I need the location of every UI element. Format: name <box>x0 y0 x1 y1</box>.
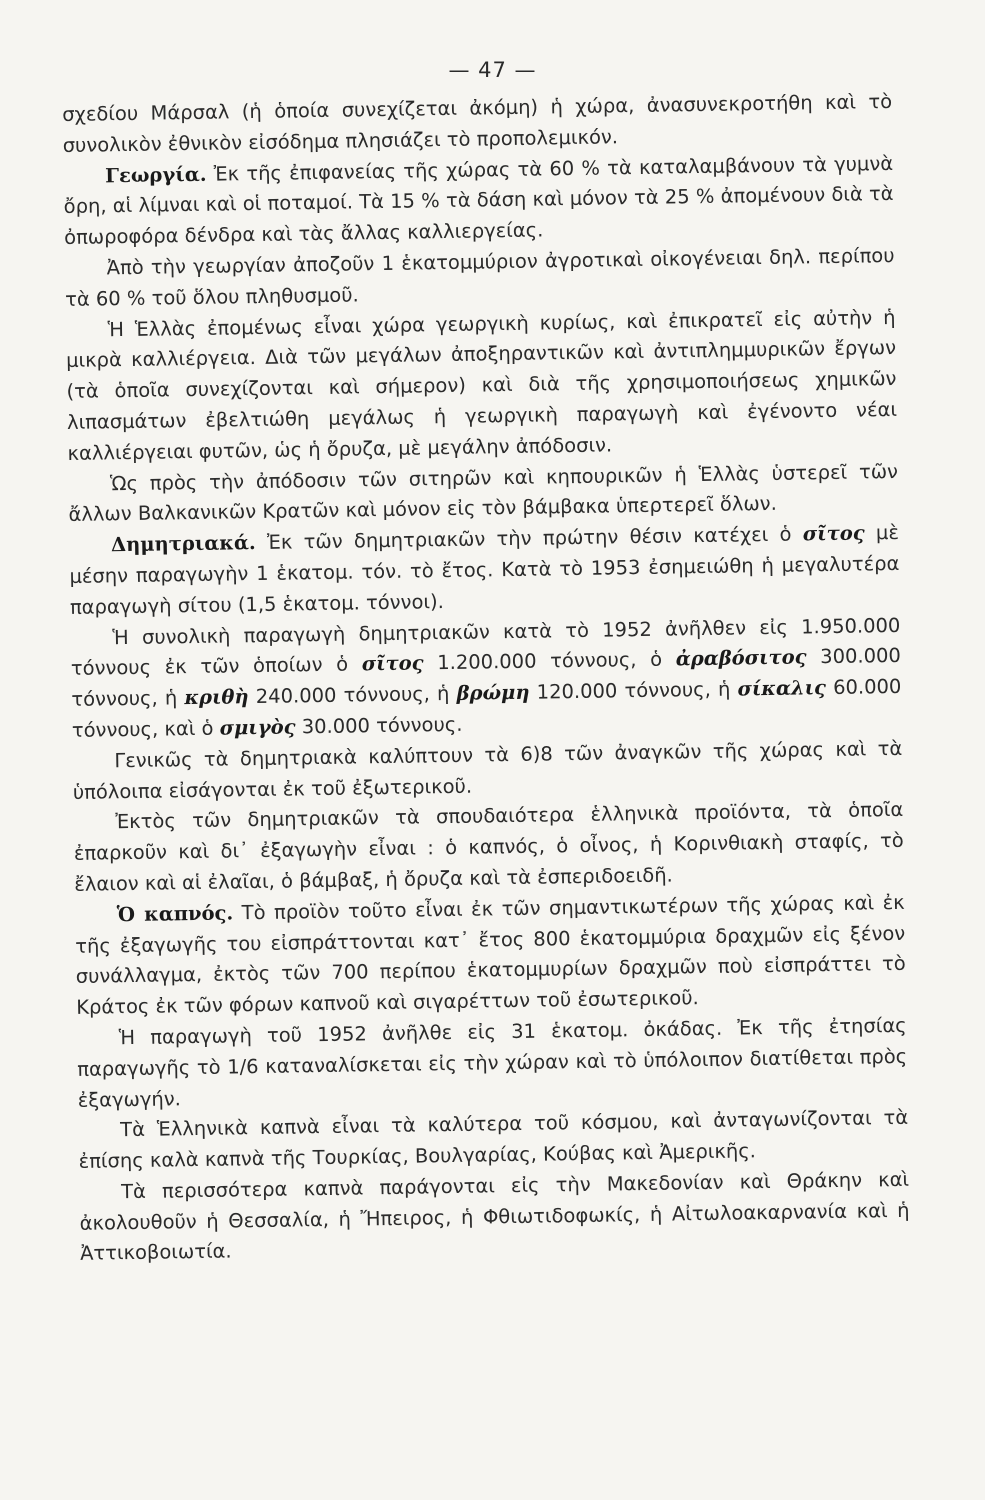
paragraph-agriculture <box>63 149 894 254</box>
section-heading-cereals: Δημητριακά. <box>110 531 256 557</box>
page-number: — 47 — <box>448 58 537 82</box>
paragraph-text: μὲ μέσην παραγωγὴν 1 ἑκατομ. τόν. τὸ ἔτος. Κατὰ τὸ 1953 ἐσημειώθη ἡ μεγαλυτέρα παραγωγὴ σίτου (1,5 ἑκατομ. τόννοι). <box>69 521 900 619</box>
paragraph-greece-agricultural <box>65 303 897 470</box>
paragraph-text: Ἐκτὸς τῶν δημητριακῶν τὰ σπουδαιότερα ἑλληνικὰ προϊόντα, τὰ ὁποῖα ἐπαρκοῦν καὶ δι᾽ ἐξαγωγὴν εἶναι : ὁ καπνός, ὁ οἶνος, ἡ Κορινθιακὴ σταφίς, τὸ ἔλαιον καὶ αἱ ἐλαῖαι, ὁ βάμβαξ, ἡ ὄρυζα καὶ τὰ ἐσπεριδοειδῆ. <box>73 798 904 896</box>
body-text <box>62 87 910 1270</box>
paragraph-text: Τὰ περισσότερα καπνὰ παράγονται εἰς τὴν Μακεδονίαν καὶ Θράκην καὶ ἀκολουθοῦν ἡ Θεσσαλία, ἡ Ἤπειρος, ἡ Φθιωτιδοφωκίς, ἡ Αἰτωλοακαρνανία καὶ ἡ Ἀττικοβοιωτία. <box>79 1167 910 1266</box>
emphasis-barley: κριθὴ <box>184 685 249 710</box>
paragraph-text: 300.000 τόννους, ἡ <box>71 644 902 712</box>
paragraph-text: Τὰ Ἑλληνικὰ καπνὰ εἶναι τὰ καλύτερα τοῦ κόσμου, καὶ ἀνταγωνίζονται τὰ ἐπίσης καλὰ καπνὰ τῆς Τουρκίας, Βουλγαρίας, Κούβας καὶ Ἀμερικῆς. <box>78 1106 909 1173</box>
paragraph-text: 1.200.000 τόννους, ὁ <box>423 647 676 675</box>
paragraph-text: 240.000 τόννους, ἡ <box>248 682 457 709</box>
paragraph-text: Γενικῶς τὰ δημητριακὰ καλύπτουν τὰ 6)8 τῶν ἀναγκῶν τῆς χώρας καὶ τὰ ὑπόλοιπα εἰσάγονται ἐκ τοῦ ἐξωτερικοῦ. <box>72 736 903 804</box>
paragraph-text: σχεδίου Μάρσαλ (ἡ ὁποία συνεχίζεται ἀκόμη) ἡ χώρα, ἀνασυνεκροτήθη καὶ τὸ συνολικὸν ἐθνικὸν εἰσόδημα πλησιάζει τὸ προπολεμικόν. <box>62 89 893 157</box>
paragraph-text: 60.000 τόννους, καὶ ὁ <box>71 675 902 742</box>
paragraph-text: Ἡ συνολικὴ παραγωγὴ δημητριακῶν κατὰ τὸ 1952 ἀνῆλθεν εἰς 1.950.000 τόννους ἐκ τῶν ὁποίων ὁ <box>70 613 901 681</box>
paragraph-tobacco <box>75 888 907 1024</box>
emphasis-meslin: σμιγὸς <box>219 715 296 740</box>
paragraph-text: 30.000 τόννους. <box>295 712 463 739</box>
paragraph-text: Ὡς πρὸς τὴν ἀπόδοσιν τῶν σιτηρῶν καὶ κηπουρικῶν ἡ Ἑλλὰς ὑστερεῖ τῶν ἄλλων Βαλκανικῶν Κρατῶν καὶ μόνον εἰς τὸν βάμβακα ὑπερτερεῖ ὅλων. <box>68 459 899 527</box>
paragraph-text: Ἡ Ἑλλὰς ἐπομένως εἶναι χώρα γεωργικὴ κυρίως, καὶ ἐπικρατεῖ εἰς αὐτὴν ἡ μικρὰ καλλιέργεια. Διὰ τῶν μεγάλων ἀποξηραντικῶν καὶ ἀντιπλημμυρικῶν ἔργων (τὰ ὁποῖα συνεχίζονται καὶ σήμερον) καὶ διὰ τῆς χρησιμοποιήσεως χημικῶν λιπασμάτων ἐβελτιώθη μεγάλως ἡ γεωργικὴ παραγωγὴ καὶ ἐγένοντο νέαι καλλιέργειαι φυτῶν, ὡς ἡ ὄρυζα, μὲ μεγάλην ἀπόδοσιν. <box>65 305 898 465</box>
paragraph-text: Τὸ προϊὸν τοῦτο εἶναι ἐκ τῶν σημαντικωτέρων τῆς χώρας καὶ ἐκ τῆς ἐξαγωγῆς του εἰσπράττονται κατ᾽ ἔτος 800 ἑκατομμύρια δραχμῶν εἰς ξένον συνάλλαγμα, ἐκτὸς τῶν 700 περίπου ἑκατομμυρίων δραχμῶν ποὺ εἰσπράττει τὸ Κράτος ἐκ τῶν φόρων καπνοῦ καὶ σιγαρέττων τοῦ ἐσωτερικοῦ. <box>75 890 906 1019</box>
paragraph-exports <box>73 795 904 900</box>
paragraph-tobacco-production <box>77 1011 908 1116</box>
paragraph-text: 120.000 τόννους, ἡ <box>529 677 738 704</box>
paragraph-text: Ἡ παραγωγὴ τοῦ 1952 ἀνῆλθε εἰς 31 ἑκατομ. ὀκάδας. Ἐκ τῆς ἐτησίας παραγωγῆς τὸ 1/6 καταναλίσκεται εἰς τὴν χώραν καὶ τὸ ὑπόλοιπον διατίθεται πρὸς ἐξαγωγήν. <box>77 1013 908 1112</box>
emphasis-wheat: σῖτος <box>802 521 865 546</box>
paragraph-text: Ἐκ τῆς ἐπιφανείας τῆς χώρας τὰ 60 % τὰ καταλαμβάνουν τὰ γυμνὰ ὄρη, αἱ λίμναι καὶ οἱ ποταμοί. Τὰ 15 % τὰ δάση καὶ μόνον τὰ 25 % ἀπομένουν διὰ τὰ ὀπωροφόρα δένδρα καὶ τὰς ἄλλας καλλιεργείας. <box>63 151 894 250</box>
paragraph-text: Ἐκ τῶν δημητριακῶν τὴν πρώτην θέσιν κατέχει ὁ <box>255 522 803 555</box>
paragraph-text: Ἀπὸ τὴν γεωργίαν ἀποζοῦν 1 ἑκατομμύριον ἀγροτικαὶ οἰκογένειαι δηλ. περίπου τὰ 60 % τοῦ ὅλου πληθυσμοῦ. <box>64 243 895 311</box>
paragraph-cereals <box>69 518 900 623</box>
section-heading-tobacco: Ὁ καπνός. <box>116 901 234 926</box>
paragraph-cereal-production <box>70 610 902 746</box>
emphasis-wheat: σῖτος <box>361 651 424 676</box>
paragraph-tobacco-regions <box>79 1165 910 1270</box>
section-heading-agriculture: Γεωργία. <box>105 162 207 187</box>
emphasis-maize: ἀραβόσιτος <box>675 645 807 671</box>
emphasis-rye: σίκαλις <box>737 676 827 701</box>
emphasis-oats: βρώμη <box>456 680 530 706</box>
